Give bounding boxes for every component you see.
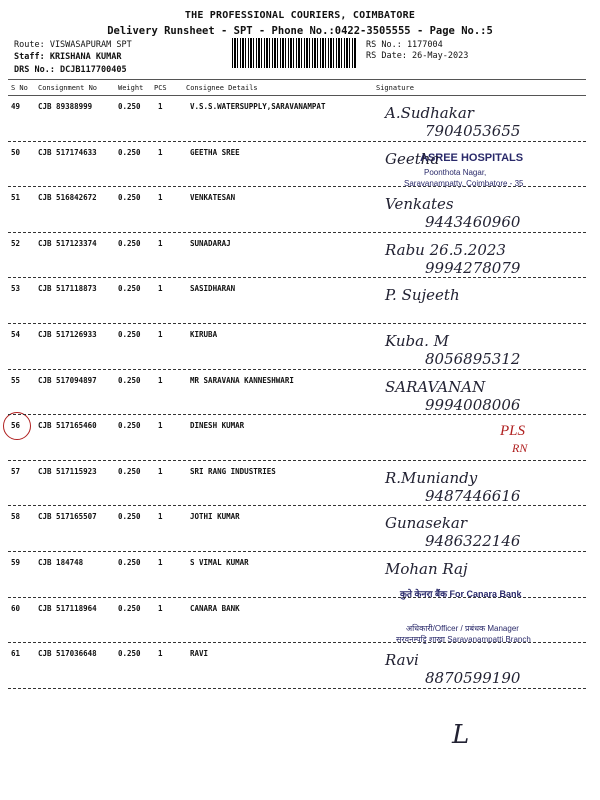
consignment-cell: CJB 516842672 [38, 193, 97, 203]
signature-text: A.Sudhakar [385, 104, 474, 122]
bank-stamp-title: कुते केनरा बैंक For Canara Bank [400, 589, 522, 599]
consignment-cell: CJB 89388999 [38, 102, 93, 111]
company-title: THE PROFESSIONAL COURIERS, COIMBATORE [184, 10, 416, 21]
pcs-cell: 1 [158, 375, 163, 385]
consignment-cell: CJB 517036648 [38, 649, 97, 659]
row-divider [8, 688, 586, 689]
header-rule-top [8, 79, 586, 80]
consignee-cell: DINESH KUMAR [190, 421, 245, 431]
sno-cell: 55 [11, 375, 21, 385]
consignment-cell: CJB 517115923 [38, 466, 97, 476]
weight-cell: 0.250 [118, 193, 141, 203]
weight-cell: 0.250 [118, 147, 141, 157]
consignee-cell: MR SARAVANA KANNESHWARI [190, 375, 294, 385]
column-header-signature: Signature [376, 84, 414, 92]
pcs-cell: 1 [158, 603, 163, 613]
row-divider [8, 460, 586, 461]
row-divider [8, 642, 586, 643]
consignee-cell: GEETHA SREE [190, 147, 240, 157]
weight-cell: 0.250 [118, 375, 141, 385]
column-header-pcs: PCS [154, 84, 167, 92]
weight-cell: 0.250 [118, 284, 141, 294]
consignment-cell: CJB 517123374 [38, 238, 97, 248]
row-divider [8, 141, 586, 142]
sno-cell: 53 [11, 284, 21, 294]
signature-text: P. Sujeeth [385, 286, 460, 305]
consignee-cell: S VIMAL KUMAR [190, 558, 249, 567]
weight-cell: 0.250 [118, 421, 141, 431]
signature-text: SARAVANAN [385, 377, 486, 396]
column-header-consignment: Consignment No [38, 84, 98, 92]
weight-cell: 0.250 [118, 512, 141, 522]
row-divider [8, 369, 586, 370]
consignment-cell: CJB 517118873 [38, 284, 97, 294]
signature-phone: 7904053655 [425, 122, 521, 140]
footer-handwritten-mark: L [452, 720, 470, 750]
hospital-stamp-city: Saravanampatty, Coimbatore - 35 [404, 179, 524, 188]
consignment-cell: CJB 517126933 [38, 330, 97, 339]
header-rule-bottom [8, 95, 586, 96]
signature-phone: 9487446616 [425, 486, 521, 505]
row-divider [8, 323, 586, 324]
barcode [232, 38, 357, 68]
signature-text: Mohan Raj [385, 560, 468, 578]
consignee-cell: VENKATESAN [190, 193, 236, 203]
pcs-cell: 1 [158, 421, 163, 431]
row-divider [8, 505, 586, 506]
bank-stamp-branch: सरवनम्पट्टि शाखा Saravanampatti Branch [396, 635, 531, 644]
signature-text: PLS [500, 423, 526, 440]
signature-phone: 9486322146 [425, 532, 521, 551]
sno-cell: 49 [11, 102, 21, 111]
pcs-cell: 1 [158, 649, 163, 659]
signature-text: R.Muniandy [385, 468, 478, 487]
pcs-cell: 1 [158, 466, 163, 476]
weight-cell: 0.250 [118, 102, 141, 111]
column-header-weight: Weight [118, 84, 144, 92]
rs-number: RS No.: 1177004 [366, 40, 443, 50]
signature-text: Rabu 26.5.2023 [385, 240, 506, 259]
weight-cell: 0.250 [118, 649, 141, 659]
weight-cell: 0.250 [118, 558, 141, 567]
consignee-cell: V.S.S.WATERSUPPLY,SARAVANAMPAT [190, 102, 326, 111]
signature-text: Gunasekar [385, 514, 468, 533]
signature-text: Ravi [385, 651, 419, 670]
consignment-cell: CJB 517165507 [38, 512, 97, 522]
sno-cell: 51 [11, 193, 21, 203]
consignment-cell: CJB 517165460 [38, 421, 97, 431]
signature-phone: 9994008006 [425, 395, 521, 414]
signature-phone: 9443460960 [425, 213, 521, 232]
signature-phone: 8870599190 [425, 669, 521, 688]
sno-cell: 52 [11, 238, 21, 248]
column-header-details: Consignee Details [186, 84, 258, 92]
row-divider [8, 551, 586, 552]
sno-cell: 59 [11, 558, 21, 567]
sno-cell: 56 [11, 421, 21, 431]
consignee-cell: SASIDHARAN [190, 284, 236, 294]
weight-cell: 0.250 [118, 603, 141, 613]
signature-phone: 9994278079 [425, 258, 521, 277]
consignee-cell: SUNADARAJ [190, 238, 231, 248]
sno-cell: 60 [11, 603, 21, 613]
weight-cell: 0.250 [118, 330, 141, 339]
signature-phone: 8056895312 [425, 350, 521, 368]
consignee-cell: SRI RANG INDUSTRIES [190, 466, 276, 476]
column-header-sno: S No [11, 84, 28, 92]
pcs-cell: 1 [158, 238, 163, 248]
signature-text: Geetha [385, 149, 440, 168]
row-divider [8, 414, 586, 415]
weight-cell: 0.250 [118, 238, 141, 248]
row-divider [8, 186, 586, 187]
sno-cell: 58 [11, 512, 21, 522]
rs-date: RS Date: 26-May-2023 [366, 51, 469, 61]
pcs-cell: 1 [158, 284, 163, 294]
pcs-cell: 1 [158, 558, 163, 567]
consignee-cell: RAVI [190, 649, 209, 659]
consignee-cell: KIRUBA [190, 330, 218, 339]
consignment-cell: CJB 517174633 [38, 147, 97, 157]
weight-cell: 0.250 [118, 466, 141, 476]
sno-cell: 57 [11, 466, 21, 476]
consignee-cell: CANARA BANK [190, 603, 240, 613]
sno-cell: 54 [11, 330, 21, 339]
bank-stamp-officer: अधिकारी/Officer / प्रबंधक Manager [406, 624, 519, 633]
route-label: Route: VISWASAPURAM SPT [14, 40, 132, 50]
consignment-cell: CJB 517118964 [38, 603, 97, 613]
pcs-cell: 1 [158, 193, 163, 203]
row-56-circle-mark [3, 412, 31, 440]
row-divider [8, 232, 586, 233]
pcs-cell: 1 [158, 102, 163, 111]
hospital-stamp: ASREE HOSPITALS [420, 152, 524, 164]
runsheet-subtitle: Delivery Runsheet - SPT - Phone No.:0422-3505555 - Page No.:5 [107, 25, 493, 37]
pcs-cell: 1 [158, 512, 163, 522]
hospital-stamp-address: Poonthota Nagar, [424, 168, 487, 177]
consignment-cell: CJB 184748 [38, 558, 84, 567]
signature-phone: RN [512, 441, 528, 456]
staff-label: Staff: KRISHANA KUMAR [14, 52, 122, 62]
pcs-cell: 1 [158, 147, 163, 157]
signature-text: Venkates [385, 195, 454, 214]
signature-text: Kuba. M [385, 332, 449, 350]
sno-cell: 50 [11, 147, 21, 157]
consignee-cell: JOTHI KUMAR [190, 512, 240, 522]
drs-number: DRS No.: DCJB117700405 [14, 65, 127, 75]
row-divider [8, 277, 586, 278]
consignment-cell: CJB 517094897 [38, 375, 97, 385]
sno-cell: 61 [11, 649, 21, 659]
row-divider [8, 597, 586, 598]
pcs-cell: 1 [158, 330, 163, 339]
